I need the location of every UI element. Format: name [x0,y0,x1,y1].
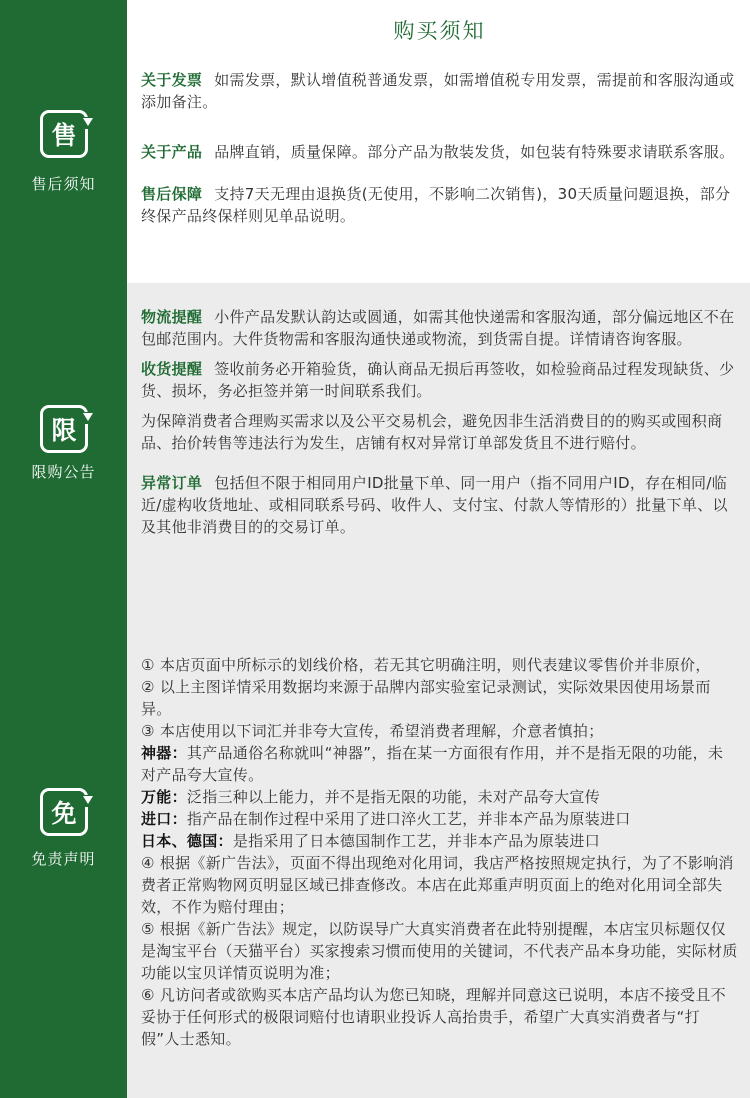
disclaimer-item: ⑤ 根据《新广告法》规定，以防误导广大真实消费者在此特别提醒，本店宝贝标题仅仅是淘宝平台（天猫平台）买家搜索习惯而使用的关键词，不代表产品本身功能，实际材质功能以宝贝详情页说明为准； [141,920,738,982]
fair-trade-paragraph: 为保障消费者合理购买需求以及公平交易机会，避免因非生活消费目的的购买或囤积商品、抬价转售等违法行为发生，店铺有权对异常订单部发货且不进行赔付。 [141,412,723,452]
para-text: 包括但不限于相同用户ID批量下单、同一用户（指不同用户ID，存在相同/临近/虚构收货地址、或相同联系号码、收件人、支付宝、付款人等情形的）批量下单、以及其他非消费目的的交易订单。 [141,474,728,536]
after-sale-sidebar [0,0,127,283]
para-head: 收货提醒 [141,360,203,378]
purchase-limit-section [0,283,750,618]
para-head: 物流提醒 [141,308,203,326]
para-head: 关于产品 [141,143,203,161]
term-text: 其产品通俗名称就叫“神器”，指在某一方面很有作用，并不是指无限的功能，未对产品夸大宣传。 [141,744,724,784]
term-head: 日本、德国： [141,832,233,850]
term-japan-germany [141,830,738,852]
para-head: 售后保障 [141,185,203,203]
section-label: 售后须知 [31,175,96,193]
section-label: 限购公告 [31,463,96,481]
disclaimer-item: ② 以上主图详情采用数据均来源于品牌内部实验室记录测试，实际效果因使用场景而异。 [141,678,711,718]
abnormal-order-paragraph [141,472,738,538]
term-text: 指产品在制作过程中采用了进口淬火工艺，并非本产品为原装进口 [186,810,631,828]
refresh-arrow-icon [81,795,93,807]
term-wanneng [141,786,738,808]
para-head: 关于发票 [141,71,203,89]
para-text: 如需发票，默认增值税普通发票，如需增值税专用发票，需提前和客服沟通或添加备注。 [141,71,735,111]
badge-char: 免 [51,799,77,828]
term-shenqi [141,742,738,786]
para-text: 支持7天无理由退换货(无使用，不影响二次销售)，30天质量问题退换，部分终保产品终保样则见单品说明。 [141,185,731,225]
section-label: 免责声明 [31,850,96,868]
para-text: 小件产品发默认韵达或圆通，如需其他快递需和客服沟通，部分偏远地区不在包邮范围内。大件货物需和客服沟通快递或物流，到货需自提。详情请咨询客服。 [141,308,735,348]
refresh-arrow-icon [81,412,93,424]
para-text: 签收前务必开箱验货，确认商品无损后再签收，如检验商品过程发现缺货、少货、损坏，务必拒签并第一时间联系我们。 [141,360,735,400]
product-paragraph [141,141,738,163]
purchase-limit-badge-icon [40,405,88,453]
refresh-arrow-icon [81,117,93,129]
disclaimer-badge-icon [40,788,88,836]
page-title: 购买须知 [393,19,486,43]
receipt-paragraph [141,358,738,402]
after-sale-content [127,0,750,283]
badge-char: 售 [51,121,77,150]
warranty-paragraph [141,183,738,227]
para-head: 异常订单 [141,474,203,492]
purchase-limit-sidebar [0,283,127,618]
term-text: 泛指三种以上能力，并不是指无限的功能，未对产品夸大宣传 [186,788,601,806]
term-head: 神器： [141,744,187,762]
disclaimer-item: ③ 本店使用以下词汇并非夸大宣传，希望消费者理解，介意者慎拍； [141,722,604,740]
disclaimer-item: ⑥ 凡访问者或欲购买本店产品均认为您已知晓，理解并同意这已说明，本店不接受且不妥协于任何形式的极限词赔付也请职业投诉人高抬贵手，希望广大真实消费者与“打假”人士悉知。 [141,986,726,1048]
invoice-paragraph [141,69,738,113]
para-text: 品牌直销，质量保障。部分产品为散装发货，如包装有特殊要求请联系客服。 [214,143,735,161]
disclaimer-item: ④ 根据《新广告法》，页面不得出现绝对化用词，我店严格按照规定执行，为了不影响消费者正常购物网页明显区域已排查修改。本店在此郑重声明页面上的绝对化用词全部失效，不作为赔付理由； [141,854,734,916]
after-sale-badge-icon [40,110,88,158]
term-jinkou [141,808,738,830]
term-head: 进口： [141,810,187,828]
disclaimer-sidebar [0,618,127,1098]
after-sale-section [0,0,750,283]
badge-char: 限 [51,416,77,445]
disclaimer-section [0,618,750,1098]
logistics-paragraph [141,306,738,350]
purchase-limit-content [127,283,750,618]
disclaimer-content [127,618,750,1098]
disclaimer-item: ① 本店页面中所标示的划线价格，若无其它明确注明，则代表建议零售价并非原价， [141,656,711,674]
term-text: 是指采用了日本德国制作工艺，并非本产品为原装进口 [232,832,601,850]
term-head: 万能： [141,788,187,806]
